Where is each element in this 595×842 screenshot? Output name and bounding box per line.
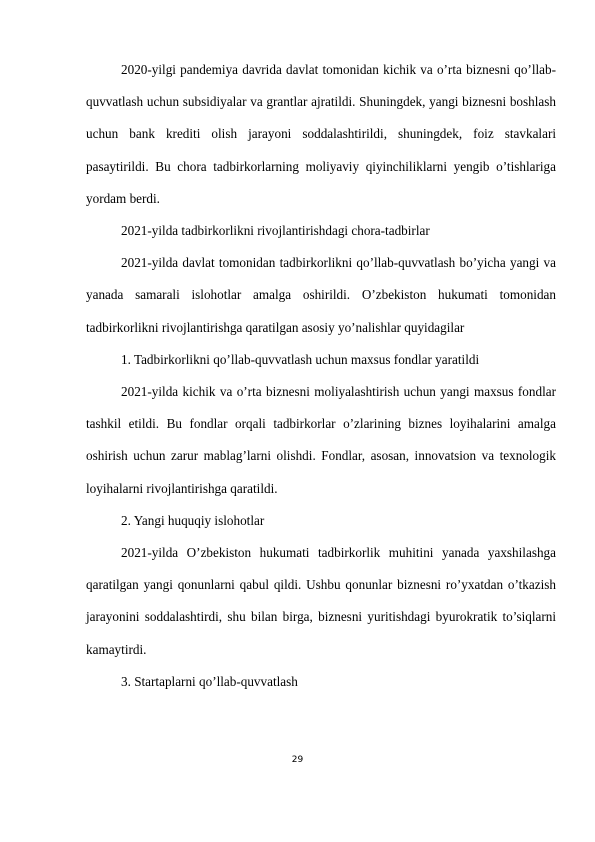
paragraph-legal-reforms: 2021-yilda O’zbekiston hukumati tadbirkorlik muhitini yanada yaxshilashga qaratilgan yangi qonunlarni qabul qildi. Ushbu qonunlar biznesni ro’yxatdan o’tkazish jarayonini soddalashtirdi, shu bilan birga, biznesni yuritishdagi byurokratik to’siqlarni kamaytirdi. [86, 545, 556, 657]
list-item-startup-support: 3. Startaplarni qo’llab-quvvatlash [121, 673, 298, 689]
paragraph-special-funds: 2021-yilda kichik va o’rta biznesni moliyalashtirish uchun yangi maxsus fondlar tashkil etildi. Bu fondlar orqali tadbirkorlar o’zlarining biznes loyihalarini amalga oshirish uchun zarur mablag’larni olishdi. Fondlar, asosan, innovatsion va texnologik loyihalarni rivojlantirishga qaratildi. [86, 384, 556, 496]
heading-2021-measures: 2021-yilda tadbirkorlikni rivojlantirishdagi chora-tadbirlar [121, 223, 430, 239]
document-body [86, 54, 556, 698]
paragraph-2021-reforms: 2021-yilda davlat tomonidan tadbirkorlikni qo’llab-quvvatlash bo’yicha yangi va yanada samarali islohotlar amalga oshirildi. O’zbekiston hukumati tomonidan tadbirkorlikni rivojlantirishga qaratilgan asosiy yo’nalishlar quyidagilar [86, 255, 556, 335]
list-item-legal-reforms: 2. Yangi huquqiy islohotlar [121, 512, 265, 528]
page-number: 29 [291, 755, 304, 765]
paragraph-pandemic-support: 2020-yilgi pandemiya davrida davlat tomonidan kichik va o’rta biznesni qo’llab-quvvatlash uchun subsidiyalar va grantlar ajratildi. Shuningdek, yangi biznesni boshlash uchun bank krediti olish jarayoni soddalashtirildi, shuningdek, foiz stavkalari pasaytirildi. Bu chora tadbirkorlarning moliyaviy qiyinchiliklarni yengib o’tishlariga yordam berdi. [86, 62, 556, 206]
list-item-special-funds: 1. Tadbirkorlikni qo’llab-quvvatlash uchun maxsus fondlar yaratildi [121, 351, 480, 367]
